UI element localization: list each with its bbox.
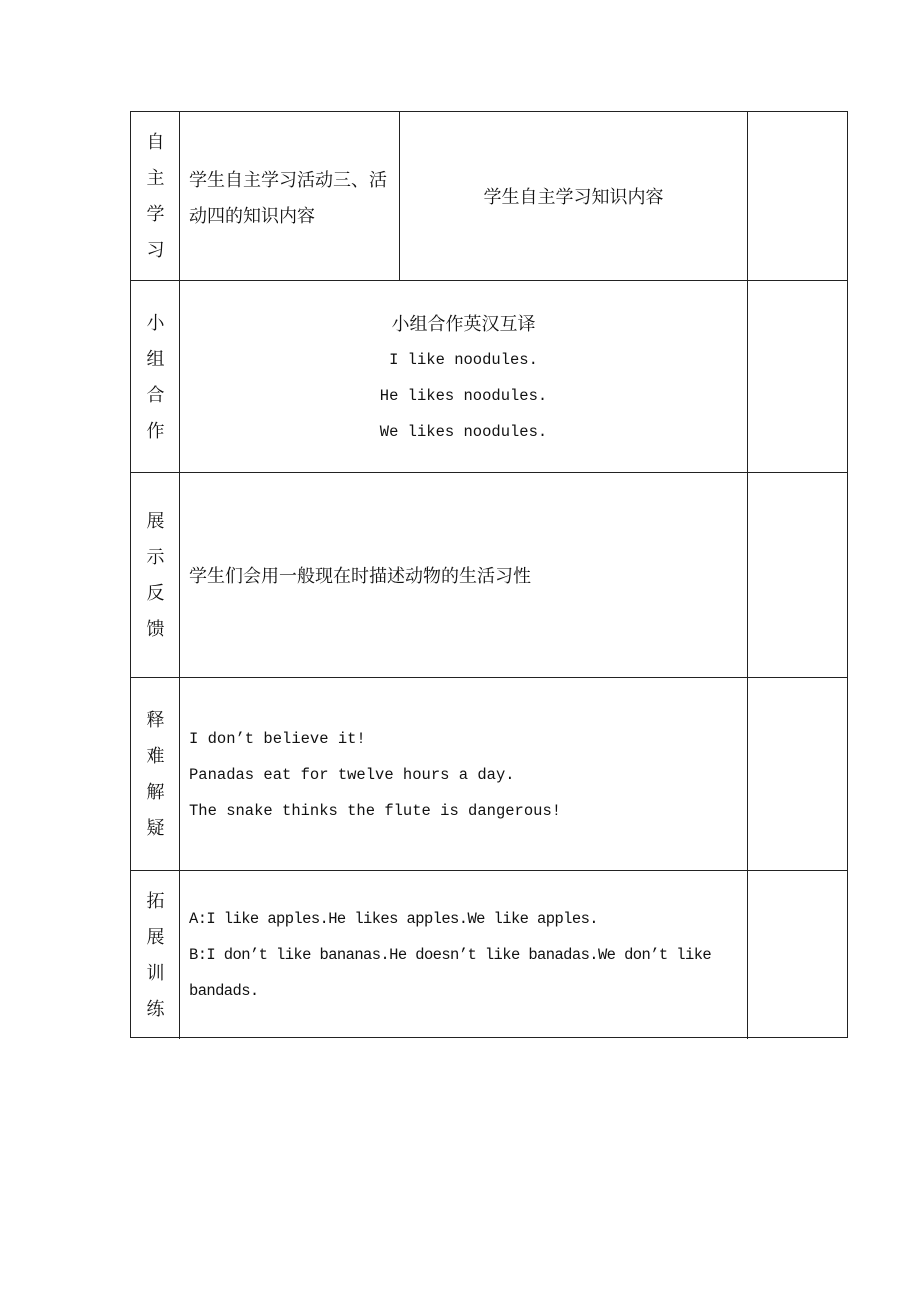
label-char: 学 <box>146 204 165 224</box>
row-label-feedback <box>131 473 180 677</box>
text-line: I like noodules. <box>389 351 538 369</box>
text-line: We likes noodules. <box>379 423 548 441</box>
text-line: The snake thinks the flute is dangerous! <box>189 802 562 820</box>
lesson-table <box>130 111 848 1038</box>
label-char: 小 <box>146 312 165 333</box>
label-char: 作 <box>146 420 165 441</box>
text-line: bandads. <box>189 982 259 1000</box>
row-divider <box>131 870 847 871</box>
self-study-activity <box>189 162 387 234</box>
label-char: 习 <box>146 240 165 260</box>
self-study-content: 学生自主学习知识内容 <box>483 187 664 207</box>
difficulties-content <box>189 721 561 829</box>
text-line: B:I don’t like bananas.He doesn’t like banadas.We don’t like <box>189 946 712 964</box>
row-label-self-study <box>131 112 180 280</box>
row-divider <box>131 472 847 473</box>
row-divider <box>131 677 847 678</box>
label-char: 自 <box>146 132 165 152</box>
row-label-group-work <box>131 281 180 472</box>
label-char: 反 <box>146 583 165 603</box>
column-divider <box>747 112 748 1039</box>
label-char: 训 <box>146 963 165 983</box>
text-line: Panadas eat for twelve hours a day. <box>189 766 515 784</box>
text-line: I don’t believe it! <box>189 730 366 748</box>
extension-content <box>189 901 711 1009</box>
feedback-content: 学生们会用一般现在时描述动物的生活习性 <box>189 566 531 586</box>
label-char: 合 <box>146 384 165 405</box>
text-line: A:I like apples.He likes apples.We like apples. <box>189 910 598 928</box>
label-char: 展 <box>146 511 165 531</box>
label-char: 主 <box>146 168 165 188</box>
group-work-title: 小组合作英汉互译 <box>391 314 536 334</box>
label-char: 示 <box>146 547 165 567</box>
text-line: 动四的知识内容 <box>189 206 315 226</box>
label-char: 拓 <box>146 891 165 911</box>
text-line: 学生自主学习活动三、活 <box>189 170 387 190</box>
label-char: 组 <box>146 348 165 369</box>
label-char: 释 <box>146 710 165 730</box>
label-char: 难 <box>146 746 165 766</box>
row-label-difficulties <box>131 678 180 870</box>
row-label-extension <box>131 871 180 1039</box>
label-char: 疑 <box>146 818 165 838</box>
label-char: 馈 <box>146 619 165 639</box>
label-char: 展 <box>146 927 165 947</box>
text-line: He likes noodules. <box>379 387 548 405</box>
group-work-content <box>180 306 747 450</box>
label-char: 练 <box>146 999 165 1019</box>
row-divider <box>131 280 847 281</box>
label-char: 解 <box>146 782 165 802</box>
